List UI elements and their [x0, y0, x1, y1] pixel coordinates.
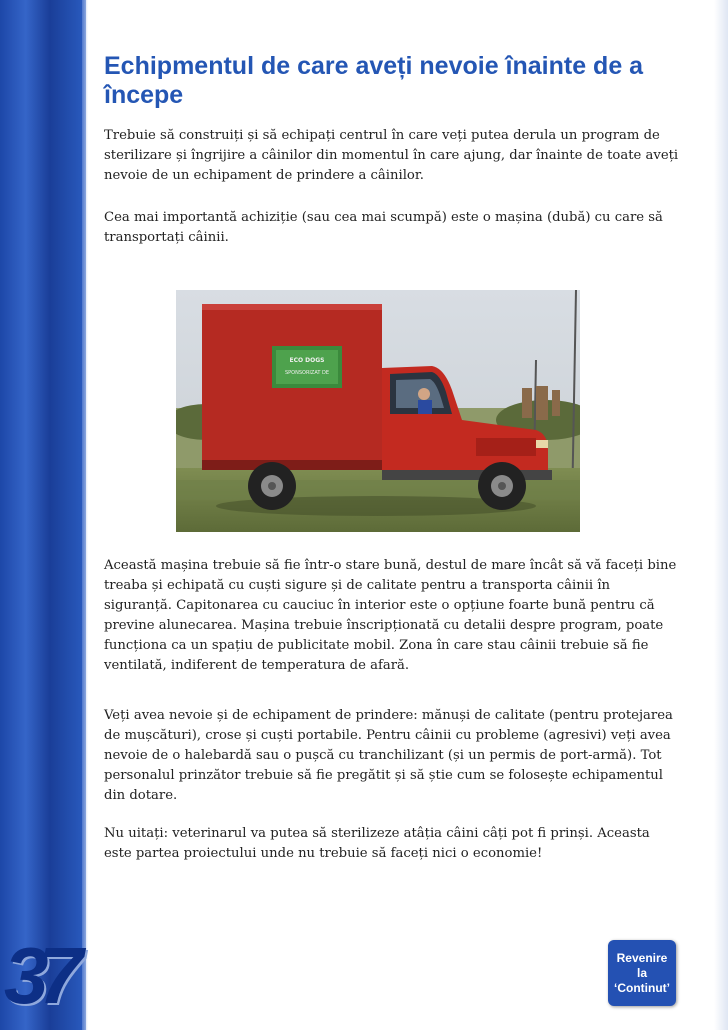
vehicle-requirements-paragraph: Această mașina trebuie să fie într-o stare bună, destul de mare încât să vă faceți bine treaba și echipată cu cuști sigure și de calitate pentru a transporta câinii în siguranță. Capitonarea cu cauciuc în interior este o opțiune foarte bună pentru că previne alunecarea. Mașina trebuie înscripționată cu detalii despre program, poate funcționa ca un spațiu de publicitate mobil. Zona în care stau câinii trebuie să fie ventilată, indiferent de temperatura de afară.: [104, 558, 677, 673]
left-sidebar-band: [0, 0, 86, 1030]
intro-paragraph: Trebuie să construiți și să echipați centrul în care veți putea derula un program de sterilizare și îngrijire a câinilor din momentul în care ajung, dar înainte de toate aveți nevoie de un echipament de prindere a câinilor.: [104, 128, 679, 183]
return-button-line1: Revenire: [616, 950, 668, 965]
capture-equipment-paragraph: Veți avea nevoie și de echipament de prindere: mănuși de calitate (pentru protejarea de mușcături), crose și cuști portabile. Pentru câinii cu probleme (agresivi) veți avea nevoie de o halebardă sau o pușcă cu tranchilizant (și un permis de port-armă). Tot personalul prinzător trebuie să fie pregătit și să știe cum se folosește echipamentul din dotare.: [104, 708, 673, 803]
right-page-edge: [714, 0, 728, 1030]
page-number: 37: [4, 931, 73, 1020]
return-to-contents-button[interactable]: [608, 940, 676, 1006]
veterinarian-paragraph: Nu uitați: veterinarul va putea să sterilizeze atâția câini câți pot fi prinși. Aceasta este partea proiectului unde nu trebuie să faceți nici o economie!: [104, 826, 650, 861]
return-button-line2: la: [636, 965, 647, 980]
return-button-line3: ‘Continut’: [614, 980, 670, 995]
vehicle-paragraph: Cea mai importantă achiziție (sau cea mai scumpă) este o mașina (dubă) cu care să transportați câinii.: [104, 210, 663, 245]
truck-photo-illustration: [176, 290, 580, 532]
truck-photo: [176, 290, 580, 532]
sidebar-edge: [82, 0, 88, 1030]
photo-sign-line2: SPONSORIZAT DE: [284, 370, 330, 376]
photo-sign-line1: ECO DOGS: [289, 357, 325, 364]
page-heading: Echipmentul de care aveți nevoie înainte de a începe: [104, 52, 644, 109]
